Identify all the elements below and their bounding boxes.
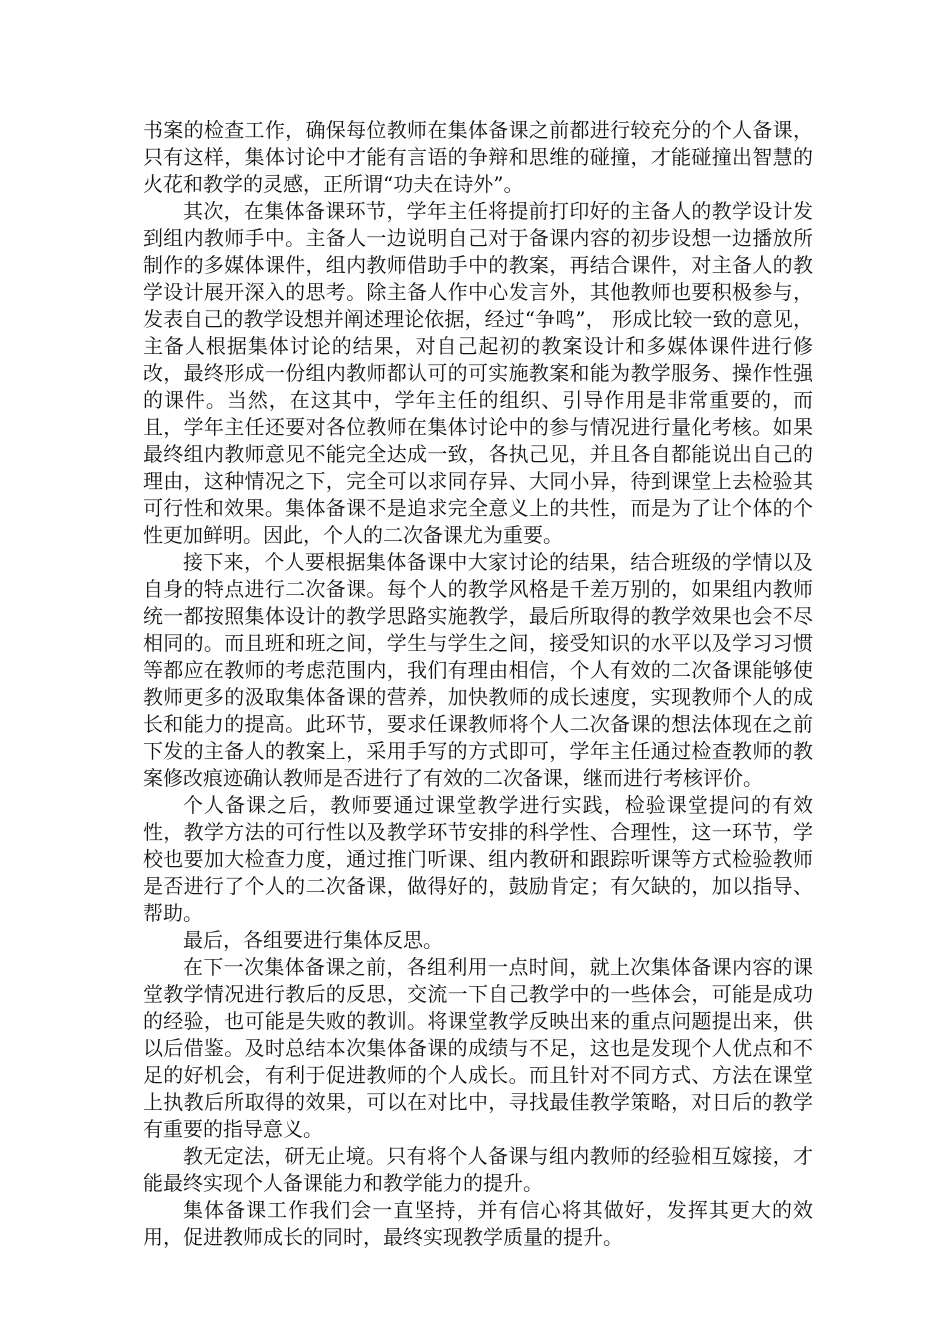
paragraph-4: 个人备课之后，教师要通过课堂教学进行实践，检验课堂提问的有效性，教学方法的可行性以及教学环节安排的科学性、合理性，这一环节，学校也要加大检查力度，通过推门听课、组内教研和跟踪听课等方式检验教师是否进行了个人的二次备课，做得好的，鼓励肯定；有欠缺的，加以指导、帮助。 [143,793,813,925]
paragraph-6: 在下一次集体备课之前，各组利用一点时间，就上次集体备课内容的课堂教学情况进行教后的反思，交流一下自己教学中的一些体会，可能是成功的经验，也可能是失败的教训。将课堂教学反映出来的重点问题提出来，供以后借鉴。及时总结本次集体备课的成绩与不足，这也是发现个人优点和不足的好机会，有利于促进教师的个人成长。而且针对不同方式、方法在课堂上执教后所取得的效果，可以在对比中，寻找最佳教学策略，对日后的教学有重要的指导意义。 [143,955,813,1141]
paragraph-1: 书案的检查工作，确保每位教师在集体备课之前都进行较充分的个人备课，只有这样，集体讨论中才能有言语的争辩和思维的碰撞，才能碰撞出智慧的火花和教学的灵感，正所谓“功夫在诗外”。 [143,118,813,196]
document-body [143,117,813,1251]
paragraph-7: 教无定法，研无止境。只有将个人备课与组内教师的经验相互嫁接，才能最终实现个人备课能力和教学能力的提升。 [143,1144,813,1195]
paragraph-8: 集体备课工作我们会一直坚持，并有信心将其做好，发挥其更大的效用，促进教师成长的同时，最终实现教学质量的提升。 [143,1198,813,1249]
paragraph-3: 接下来，个人要根据集体备课中大家讨论的结果，结合班级的学情以及自身的特点进行二次备课。每个人的教学风格是千差万别的，如果组内教师统一都按照集体设计的教学思路实施教学，最后所取得的教学效果也会不尽相同的。而且班和班之间，学生与学生之间，接受知识的水平以及学习习惯等都应在教师的考虑范围内，我们有理由相信，个人有效的二次备课能够使教师更多的汲取集体备课的营养，加快教师的成长速度，实现教师个人的成长和能力的提高。此环节，要求任课教师将个人二次备课的想法体现在之前下发的主备人的教案上，采用手写的方式即可，学年主任通过检查教师的教案修改痕迹确认教师是否进行了有效的二次备课，继而进行考核评价。 [143,550,813,790]
paragraph-2: 其次，在集体备课环节，学年主任将提前打印好的主备人的教学设计发到组内教师手中。主备人一边说明自己对于备课内容的初步设想一边播放所制作的多媒体课件，组内教师借助手中的教案，再结合课件，对主备人的教学设计展开深入的思考。除主备人作中心发言外，其他教师也要积极参与，发表自己的教学设想并阐述理论依据，经过“争鸣”， 形成比较一致的意见，主备人根据集体讨论的结果，对自己起初的教案设计和多媒体课件进行修改，最终形成一份组内教师都认可的可实施教案和能为教学服务、操作性强的课件。当然，在这其中，学年主任的组织、引导作用是非常重要的，而且，学年主任还要对各位教师在集体讨论中的参与情况进行量化考核。如果最终组内教师意见不能完全达成一致，各执己见，并且各自都能说出自己的理由，这种情况之下，完全可以求同存异、大同小异，待到课堂上去检验其可行性和效果。集体备课不是追求完全意义上的共性，而是为了让个体的个性更加鲜明。因此，个人的二次备课尤为重要。 [143,199,813,547]
paragraph-5: 最后，各组要进行集体反思。 [183,928,443,952]
